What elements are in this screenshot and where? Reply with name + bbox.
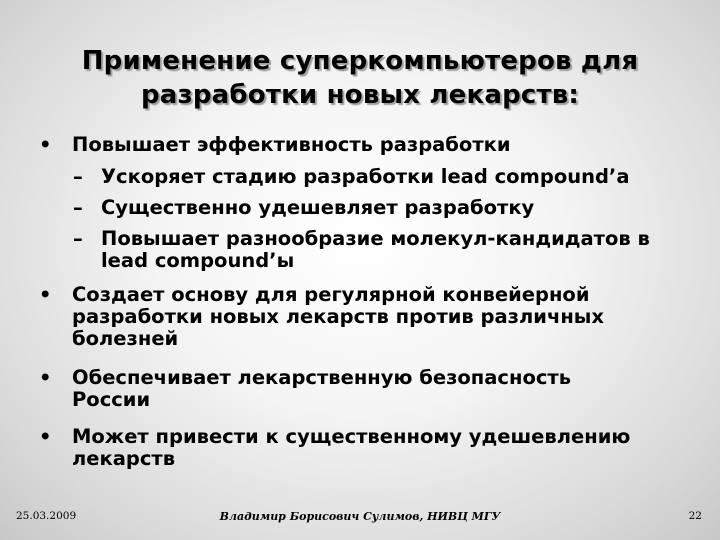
sub-bullet-text: Ускоряет стадию разработки lead compound’а: [101, 165, 630, 188]
dash-marker: –: [73, 165, 83, 188]
bullet-marker: •: [39, 425, 52, 448]
bullet-text-line-1: Создает основу для регулярной конвейерной: [72, 283, 590, 306]
slide-title-line-1: Применение суперкомпьютеров для: [81, 46, 639, 76]
bullet-item: [39, 283, 712, 350]
bullet-item: [39, 366, 712, 411]
bullet-text-line-2: разработки новых лекарств против различных: [72, 305, 605, 328]
bullet-text-line-2: лекарств: [72, 447, 176, 470]
footer-date: 25.03.2009: [16, 510, 77, 522]
bullet-item: [39, 133, 712, 156]
sub-bullet-item: [73, 165, 701, 188]
bullet-text: Повышает эффективность разработки: [72, 133, 511, 156]
dash-marker: –: [73, 227, 83, 250]
bullet-text-line-2: России: [72, 388, 151, 411]
bullet-marker: •: [39, 366, 52, 389]
bullet-text-line-3: болезней: [72, 327, 179, 350]
slide-title-line-2: разработки новых лекарств:: [140, 80, 580, 110]
footer-author: Владимир Борисович Сулимов, НИВЦ МГУ: [219, 510, 501, 523]
sub-bullet-text: Существенно удешевляет разработку: [101, 196, 535, 219]
bullet-text-line-1: Может привести к существенному удешевлению: [72, 425, 631, 448]
sub-bullet-text-line-1: Повышает разнообразие молекул-кандидатов в: [101, 227, 650, 250]
sub-bullet-item: [73, 196, 701, 219]
bullet-marker: •: [39, 283, 52, 306]
dash-marker: –: [73, 196, 83, 219]
bullet-text-line-1: Обеспечивает лекарственную безопасность: [72, 366, 572, 389]
bullet-item: [39, 425, 712, 470]
slide-title: [40, 44, 680, 112]
page-number: 22: [688, 510, 702, 522]
sub-bullet-text-line-2: lead compound’ы: [101, 249, 295, 272]
sub-bullet-item: [73, 227, 701, 272]
bullet-marker: •: [39, 133, 52, 156]
